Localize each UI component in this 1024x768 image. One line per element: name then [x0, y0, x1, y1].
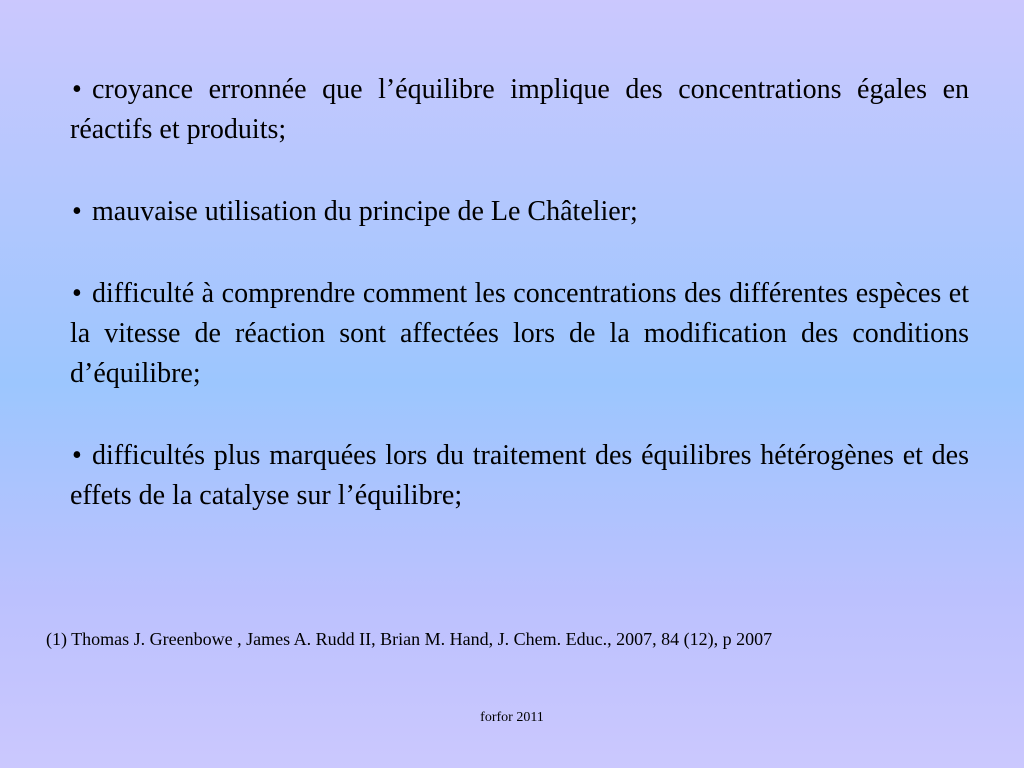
bullet-item [70, 70, 969, 150]
bullet-text: difficulté à comprendre comment les concentrations des différentes espèces et la vitesse de réaction sont affectées lors de la modification des conditions d’équilibre; [70, 278, 969, 389]
bullet-item [70, 192, 969, 232]
slide-footer: forfor 2011 [480, 710, 544, 725]
bullet-marker: • [72, 196, 82, 227]
bullet-marker: • [72, 74, 82, 105]
bullet-text: mauvaise utilisation du principe de Le Châtelier; [92, 196, 638, 227]
bullet-item [70, 436, 969, 516]
bullet-list [70, 70, 969, 516]
bullet-marker: • [72, 278, 82, 309]
bullet-text: difficultés plus marquées lors du traitement des équilibres hétérogènes et des effets de la catalyse sur l’équilibre; [70, 440, 969, 511]
reference-citation: (1) Thomas J. Greenbowe , James A. Rudd II, Brian M. Hand, J. Chem. Educ., 2007, 84 (12), p 2007 [46, 629, 773, 649]
bullet-item [70, 274, 969, 394]
bullet-text: croyance erronnée que l’équilibre implique des concentrations égales en réactifs et produits; [70, 74, 969, 145]
bullet-marker: • [72, 440, 82, 471]
